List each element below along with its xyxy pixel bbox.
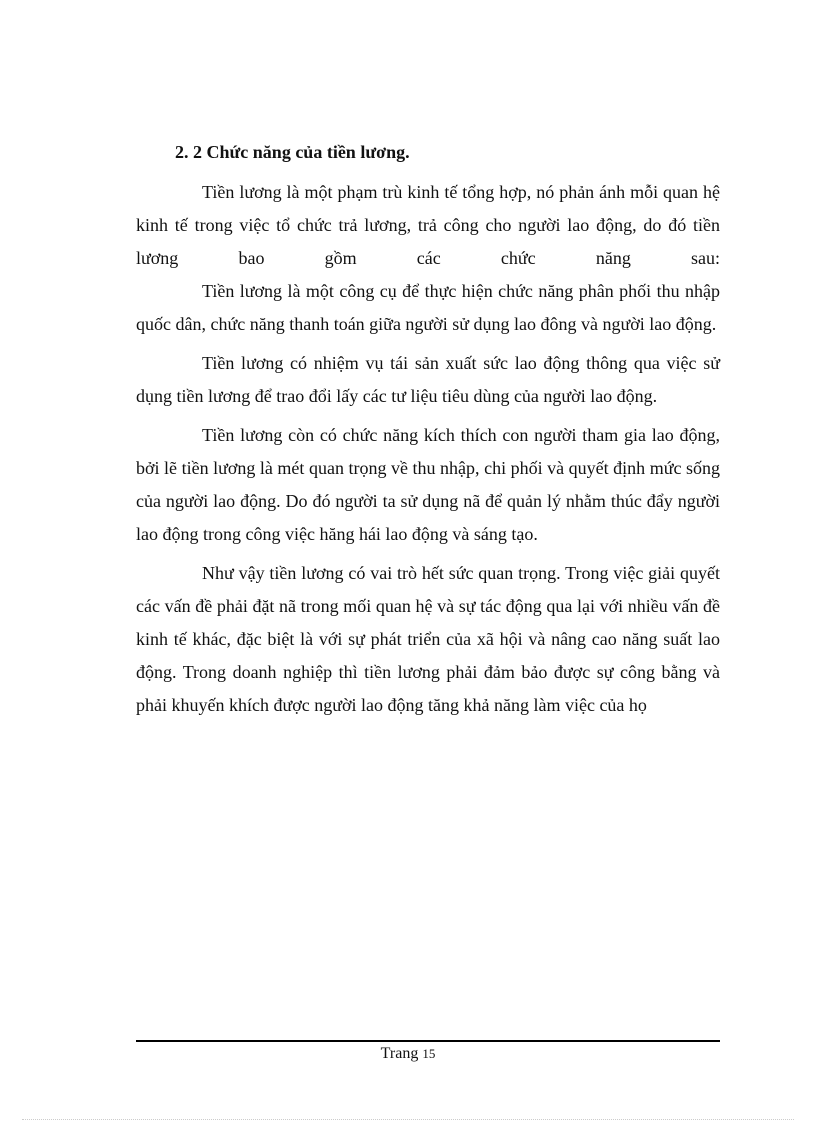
paragraph-1: Tiền lương là một phạm trù kinh tế tổng hợp, nó phản ánh mỗi quan hệ kinh tế trong việc tổ chức trả lương, trả công cho người lao động, do đó tiền lương bao gồm các chức năng sau: xyxy=(136,182,720,268)
paragraph-4: Tiền lương còn có chức năng kích thích con người tham gia lao động, bởi lẽ tiền lương là mét quan trọng về thu nhập, chi phối và quyết định mức sống của người lao động. Do đó người ta sử dụng nã để quản lý nhằm thúc đẩy người lao động trong công việc hăng hái lao động và sáng tạo. xyxy=(136,425,720,544)
page-number: 15 xyxy=(422,1046,436,1061)
paragraph-5: Như vậy tiền lương có vai trò hết sức quan trọng. Trong việc giải quyết các vấn đề phải đặt nã trong mối quan hệ và sự tác động qua lại với nhiều vấn đề kinh tế khác, đặc biệt là với sự phát triển của xã hội và nâng cao năng suất lao động. Trong doanh nghiệp thì tiền lương phải đảm bảo được sự công bằng và phải khuyến khích được người lao động tăng khả năng làm việc của họ xyxy=(136,563,720,715)
section-heading: 2. 2 Chức năng của tiền lương. xyxy=(175,142,410,162)
body-text xyxy=(136,176,720,728)
footer-divider xyxy=(136,1040,720,1042)
page-bottom-edge xyxy=(22,1119,794,1120)
paragraph-2: Tiền lương là một công cụ để thực hiện chức năng phân phối thu nhập quốc dân, chức năng thanh toán giữa người sử dụng lao đông và người lao động. xyxy=(136,281,720,334)
page-footer xyxy=(0,1045,816,1063)
footer-label: Trang xyxy=(380,1045,419,1062)
paragraph-3: Tiền lương có nhiệm vụ tái sản xuất sức lao động thông qua việc sử dụng tiền lương để trao đổi lấy các tư liệu tiêu dùng của người lao động. xyxy=(136,353,720,406)
